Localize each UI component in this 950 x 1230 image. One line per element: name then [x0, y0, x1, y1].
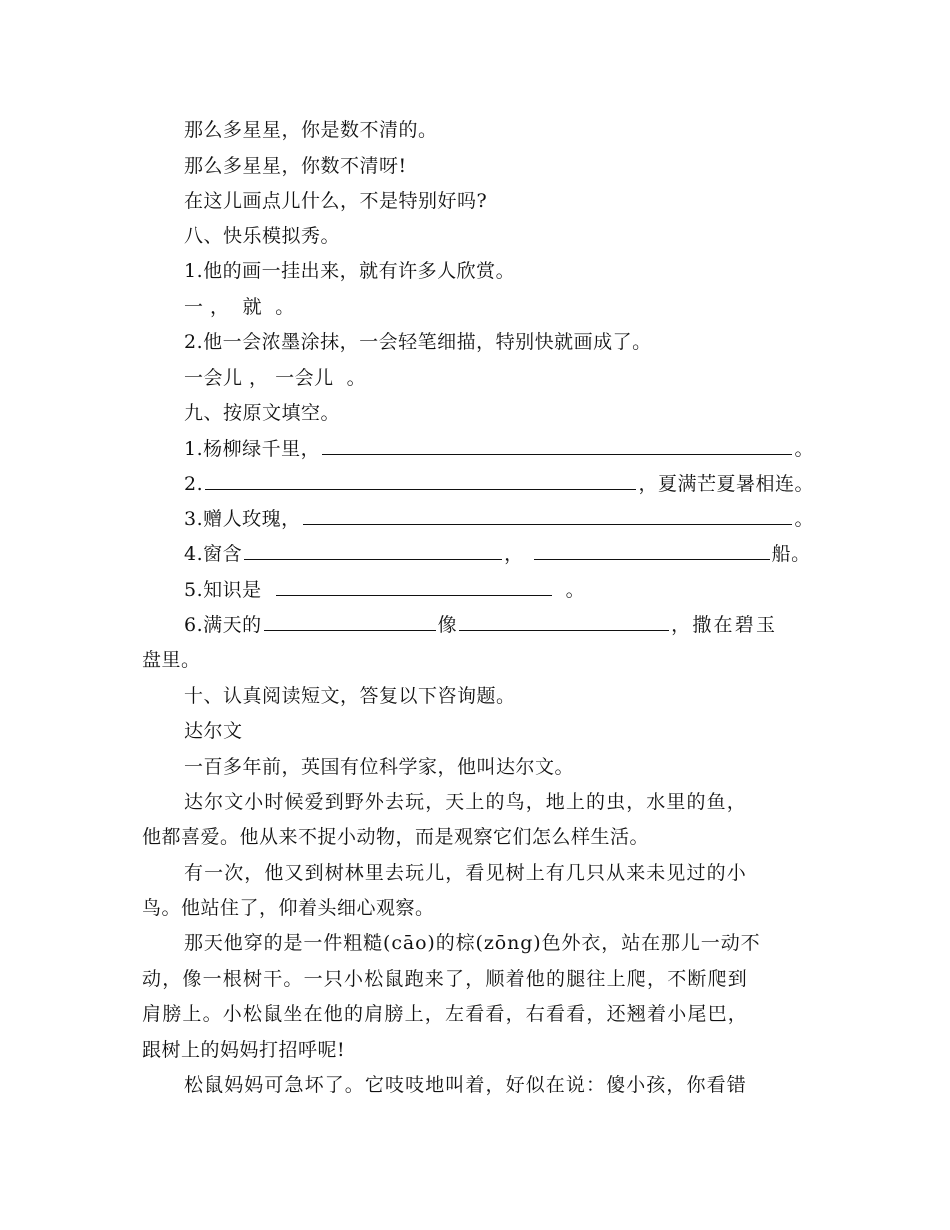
fill-item	[142, 607, 814, 643]
paragraph-line: 肩膀上。小松鼠坐在他的肩膀上，左看看，右看看，还翘着小尾巴，	[142, 1003, 749, 1025]
fill-suffix: ，撒在碧玉	[671, 614, 778, 636]
paragraph-line: 那天他穿的是一件粗糙(cāo)的棕(zōng)色外衣，站在那儿一动不	[184, 932, 761, 954]
question-text: 1.他的画一挂出来，就有许多人欣赏。	[184, 260, 516, 282]
answer-blank[interactable]	[322, 432, 792, 455]
sentence-pattern: 一会儿 ， 一会儿 。	[184, 367, 367, 389]
fill-item	[142, 501, 814, 537]
answer-blank[interactable]	[244, 537, 502, 560]
fill-suffix: 船。	[771, 543, 811, 565]
fill-item	[142, 536, 814, 572]
fill-prefix: 4.窗含	[184, 543, 243, 565]
fill-prefix: 1.杨柳绿千里，	[184, 438, 321, 460]
section-heading-9: 九、按原文填空。	[184, 402, 341, 424]
answer-blank[interactable]	[534, 537, 770, 560]
text-line: 那么多星星，你数不清呀!	[184, 155, 407, 177]
paragraph-line: 跟树上的妈妈打招呼呢!	[142, 1039, 346, 1061]
paragraph-line: 一百多年前，英国有位科学家，他叫达尔文。	[184, 756, 575, 778]
fill-item	[142, 572, 814, 608]
fill-middle: 像	[437, 614, 458, 636]
text-line: 那么多星星，你是数不清的。	[184, 119, 438, 141]
fill-separator: ，	[504, 543, 524, 565]
question-text: 2.他一会浓墨涂抹，一会轻笔细描，特别快就画成了。	[184, 331, 652, 353]
fill-suffix: 。	[565, 579, 586, 601]
paragraph-line: 鸟。他站住了，仰着头细心观察。	[142, 897, 435, 919]
answer-blank[interactable]	[459, 608, 669, 631]
fill-prefix: 2.	[184, 473, 204, 495]
fill-suffix: 。	[794, 508, 814, 530]
answer-blank[interactable]	[303, 502, 793, 525]
answer-blank[interactable]	[276, 573, 552, 596]
fill-prefix: 6.满天的	[184, 614, 262, 636]
answer-blank[interactable]	[264, 608, 436, 631]
sentence-pattern: 一 ， 就 。	[184, 296, 295, 318]
fill-item	[142, 431, 814, 467]
paragraph-line: 达尔文小时候爱到野外去玩，天上的鸟，地上的虫，水里的鱼，	[184, 791, 747, 813]
fill-prefix: 3.赠人玫瑰，	[184, 508, 301, 530]
text-line: 盘里。	[142, 649, 201, 671]
paragraph-line: 动，像一根树干。一只小松鼠跑来了，顺着他的腿往上爬，不断爬到	[142, 968, 749, 990]
story-title: 达尔文	[184, 720, 243, 742]
fill-suffix: ，夏满芒夏暑相连。	[638, 473, 814, 495]
answer-blank[interactable]	[205, 467, 636, 490]
paragraph-line: 他都喜爱。他从来不捉小动物，而是观察它们怎么样生活。	[142, 826, 650, 848]
section-heading-8: 八、快乐模拟秀。	[184, 225, 341, 247]
section-heading-10: 十、认真阅读短文，答复以下咨询题。	[184, 685, 516, 707]
paragraph-line: 松鼠妈妈可急坏了。它吱吱地叫着，好似在说：傻小孩，你看错	[184, 1074, 747, 1096]
text-line: 在这儿画点儿什么，不是特别好吗?	[184, 190, 488, 212]
fill-item	[142, 466, 814, 502]
fill-suffix: 。	[794, 438, 814, 460]
fill-prefix: 5.知识是	[184, 579, 262, 601]
paragraph-line: 有一次，他又到树林里去玩儿，看见树上有几只从来未见过的小	[184, 862, 747, 884]
